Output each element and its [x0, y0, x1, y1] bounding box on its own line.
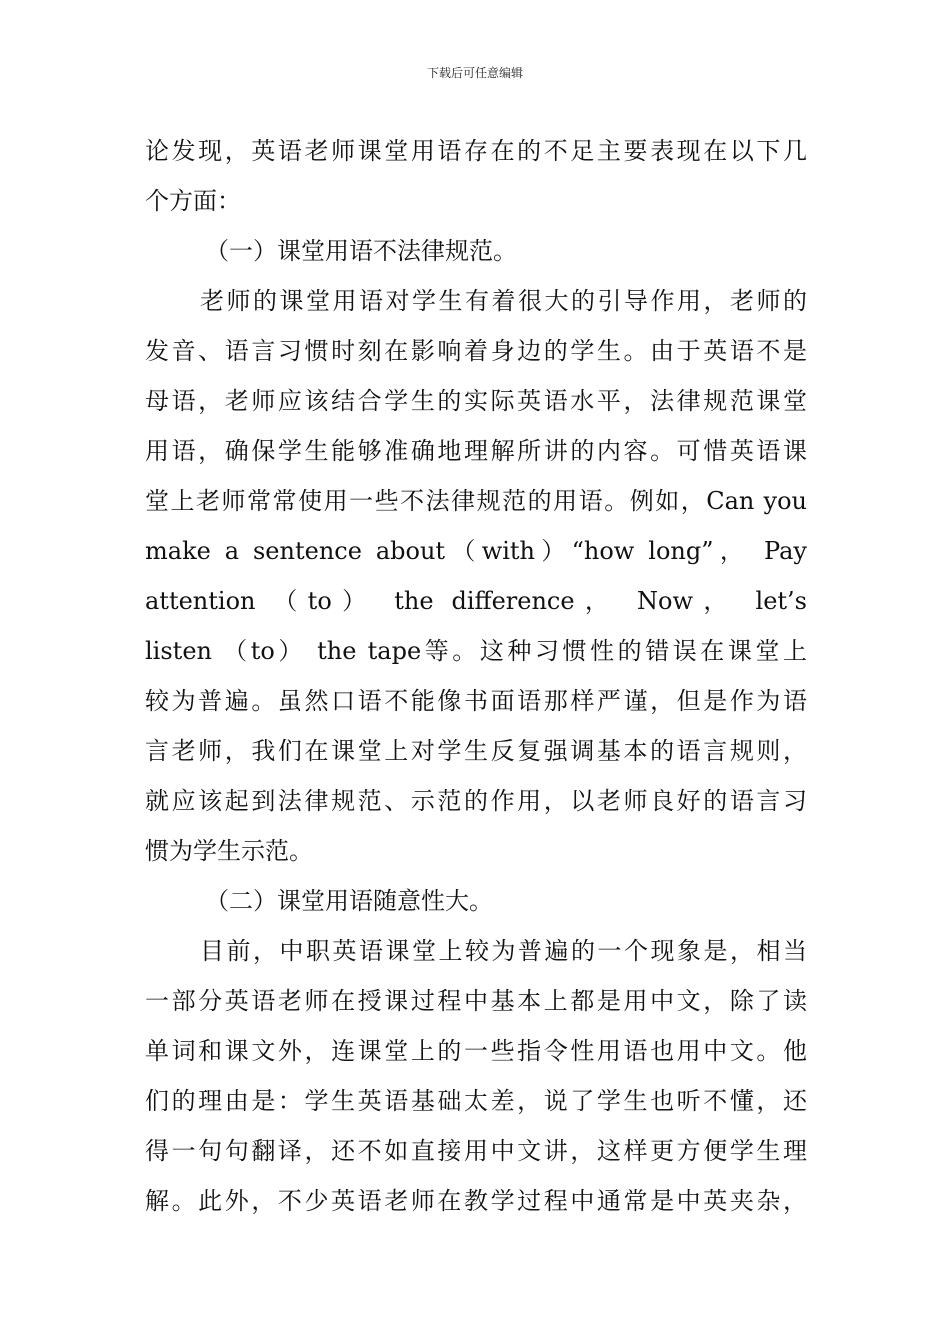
paragraph-first-line: 老师的课堂用语对学生有着很大的引导作用，老师的	[200, 287, 807, 315]
page-header-watermark: 下载后可任意编辑	[426, 66, 523, 80]
section-heading-1: （一）课堂用语不法律规范。	[205, 237, 517, 265]
body-text-line: 单词和课文外，连课堂上的一些指令性用语也用中文。他	[145, 1037, 807, 1065]
paragraph-first-line: 目前，中职英语课堂上较为普遍的一个现象是，相当	[200, 937, 807, 965]
body-text-line: 得一句句翻译，还不如直接用中文讲，这样更方便学生理	[145, 1137, 807, 1165]
body-text-line: attention （to） the difference， Now， let’s	[145, 587, 807, 615]
section-heading-2: （二）课堂用语随意性大。	[205, 887, 493, 915]
body-text-line: 惯为学生示范。	[145, 837, 313, 865]
body-text-line: 个方面：	[145, 187, 241, 215]
body-text-line: listen （to） the tape等。这种习惯性的错误在课堂上	[145, 637, 807, 665]
body-text-line: 言老师，我们在课堂上对学生反复强调基本的语言规则，	[145, 737, 807, 765]
body-text-line: 较为普遍。虽然口语不能像书面语那样严谨，但是作为语	[145, 687, 807, 715]
body-text-line: 母语，老师应该结合学生的实际英语水平，法律规范课堂	[145, 387, 807, 415]
body-text-line: 一部分英语老师在授课过程中基本上都是用中文，除了读	[145, 987, 807, 1015]
body-text-line: 们的理由是：学生英语基础太差，说了学生也听不懂，还	[145, 1087, 807, 1115]
body-text-line: 发音、语言习惯时刻在影响着身边的学生。由于英语不是	[145, 337, 807, 365]
body-text-line: 就应该起到法律规范、示范的作用，以老师良好的语言习	[145, 787, 807, 815]
body-text-line: 用语，确保学生能够准确地理解所讲的内容。可惜英语课	[145, 437, 807, 465]
body-text-line: make a sentence about（with）“how long”， Pay	[145, 537, 807, 565]
body-text-line: 堂上老师常常使用一些不法律规范的用语。例如，Can you	[145, 487, 807, 515]
body-text-line: 解。此外，不少英语老师在教学过程中通常是中英夹杂，	[145, 1187, 807, 1215]
body-text-line: 论发现，英语老师课堂用语存在的不足主要表现在以下几	[145, 137, 807, 165]
